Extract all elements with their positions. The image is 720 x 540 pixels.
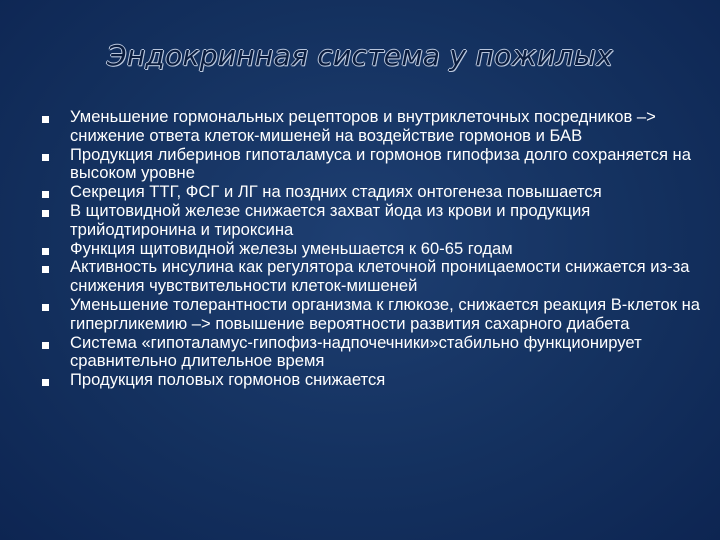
square-bullet-icon <box>42 210 49 217</box>
bullet-item <box>40 258 710 296</box>
bullet-item <box>40 240 710 259</box>
bullet-text: В щитовидной железе снижается захват йода из крови и продукция трийодтиронина и тироксина <box>70 200 591 239</box>
bullet-item <box>40 108 710 146</box>
square-bullet-icon <box>42 266 49 273</box>
bullet-item <box>40 296 710 334</box>
bullet-text: Продукция либеринов гипоталамуса и гормонов гипофиза долго сохраняется на высоком уровне <box>70 144 691 183</box>
bullet-list <box>40 108 710 390</box>
bullet-text: Продукция половых гормонов снижается <box>70 370 386 390</box>
square-bullet-icon <box>42 191 49 198</box>
bullet-item <box>40 202 710 240</box>
square-bullet-icon <box>42 116 49 123</box>
slide-title: Эндокринная система у пожилых <box>106 39 614 72</box>
bullet-item <box>40 371 710 390</box>
bullet-text: Уменьшение гормональных рецепторов и внутриклеточных посредников –> снижение ответа клеток-мишеней на воздействие гормонов и БАВ <box>70 107 656 145</box>
bullet-item <box>40 334 710 372</box>
bullet-text: Функция щитовидной железы уменьшается к 60-65 годам <box>70 238 513 258</box>
bullet-text: Уменьшение толерантности организма к глюкозе, снижается реакция В-клеток на гипергликемию –> повышение вероятности развития сахарного диабета <box>70 294 701 333</box>
square-bullet-icon <box>42 304 49 311</box>
bullet-text: Активность инсулина как регулятора клеточной проницаемости снижается из-за снижения чувствительности клеток-мишеней <box>70 257 690 296</box>
square-bullet-icon <box>42 248 49 255</box>
bullet-item <box>40 146 710 184</box>
square-bullet-icon <box>42 154 49 161</box>
square-bullet-icon <box>42 379 49 386</box>
bullet-text: Секреция ТТГ, ФСГ и ЛГ на поздних стадиях онтогенеза повышается <box>70 182 602 202</box>
square-bullet-icon <box>42 342 49 349</box>
bullet-item <box>40 183 710 202</box>
bullet-text: Система «гипоталамус-гипофиз-надпочечники»стабильно функционирует сравнительно длительное время <box>70 332 642 371</box>
